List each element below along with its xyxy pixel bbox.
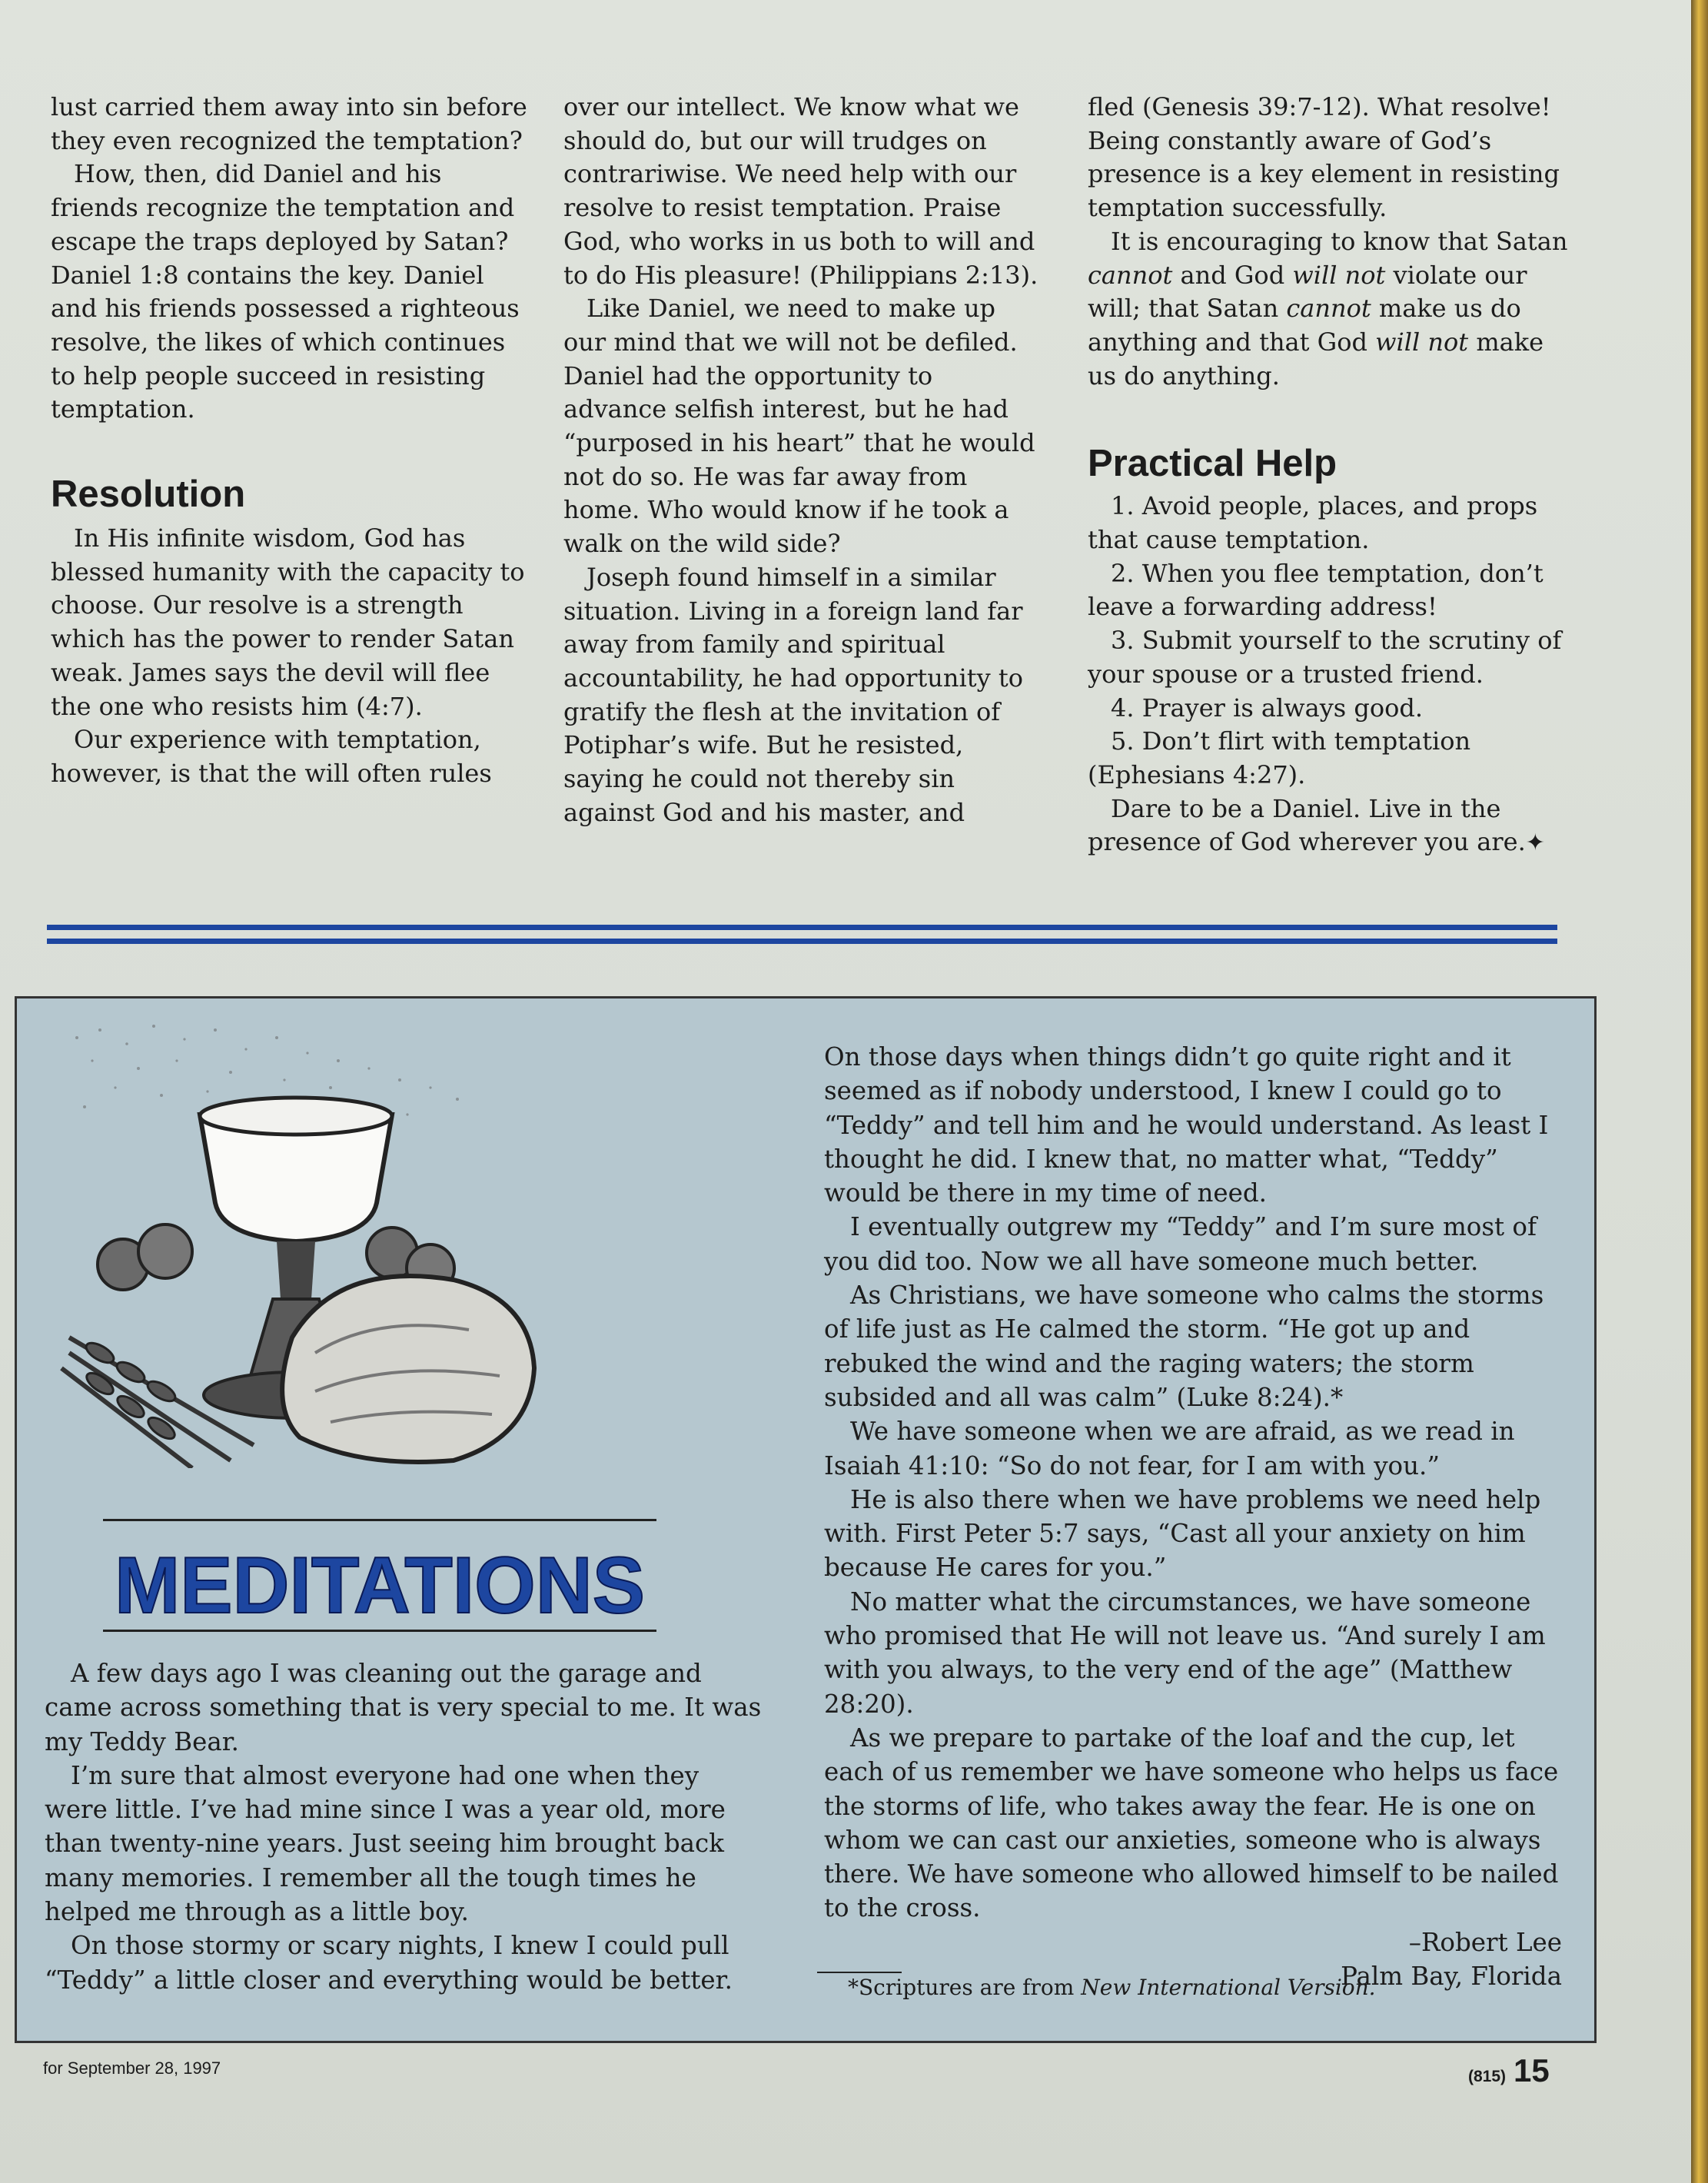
paragraph: Like Daniel, we need to make up our mind that we will not be defiled. Daniel had the opportunity to advance selfish interest, but he had “purposed in his heart” that he would not do so. He was far away from home. Who would know if he took a walk on the wild side? xyxy=(563,294,1035,559)
footnote-rule xyxy=(817,1972,902,1973)
end-mark-icon: ✦ xyxy=(1525,829,1545,857)
emphasis: cannot xyxy=(1088,260,1173,290)
text-run: It is encouraging to know that Satan xyxy=(1111,226,1568,256)
emphasis: cannot xyxy=(1286,294,1371,324)
issue-date: for September 28, 1997 xyxy=(43,2058,221,2078)
text-run: and God xyxy=(1172,260,1293,290)
section-heading-resolution: Resolution xyxy=(51,473,246,516)
list-item: 2. When you flee temptation, don’t leave a forwarding address! xyxy=(1088,558,1544,622)
paragraph: I’m sure that almost everyone had one when they were little. I’ve had mine since I was a year old, more than twenty-nine years. Just seeing him brought back many memories. I remember all the tough times he helped me through as a little boy. xyxy=(45,1760,726,1927)
text-run: Dare to be a Daniel. Live in the presence of God wherever you are. xyxy=(1088,793,1526,857)
text-run: *Scriptures are from xyxy=(848,1975,1082,2000)
divider-rule xyxy=(47,925,1557,930)
paragraph: He is also there when we have problems we need help with. First Peter 5:7 says, “Cast all your anxiety on him because He cares for you.” xyxy=(824,1484,1541,1583)
paragraph xyxy=(1088,792,1580,860)
paragraph: over our intellect. We know what we should do, but our will trudges on contrariwise. We need help with our resolve to resist temptation. Praise God, who works in us both to will and to do His pleasure! (Philippians 2:13). xyxy=(563,92,1038,290)
meditations-left-column xyxy=(45,1656,767,1997)
page-number-block xyxy=(1468,2052,1550,2089)
page-code: (815) xyxy=(1468,2068,1507,2085)
meditations-right-column xyxy=(824,1040,1562,1993)
paragraph: We have someone when we are afraid, as we read in Isaiah 41:10: “So do not fear, for I am with you.” xyxy=(824,1417,1515,1480)
section-heading-practical-help: Practical Help xyxy=(1088,443,1337,485)
meditations-logo-text: MEDITATIONS xyxy=(115,1541,645,1630)
article-column-1 xyxy=(51,91,527,791)
paragraph: As Christians, we have someone who calms the storms of life just as He calmed the storm. “He got up and rebuked the wind and the raging waters; the storm subsided and all was calm” (Luke 8:24).* xyxy=(824,1281,1544,1412)
paragraph: No matter what the circumstances, we have someone who promised that He will not leave us. “And surely I am with you always, to the very end of the age” (Matthew 28:20). xyxy=(824,1587,1546,1719)
paragraph: A few days ago I was cleaning out the garage and came across something that is very special to me. It was my Teddy Bear. xyxy=(45,1659,762,1756)
list-item: 1. Avoid people, places, and props that cause temptation. xyxy=(1088,491,1538,555)
paragraph: How, then, did Daniel and his friends recognize the temptation and escape the traps deployed by Satan? Daniel 1:8 contains the key. Daniel and his friends possessed a righteous resolve, the likes of which continues to help people succeed in resisting temptation. xyxy=(51,159,520,424)
paragraph: Joseph found himself in a similar situation. Living in a foreign land far away from family and spiritual accountability, he had opportunity to gratify the flesh at the invitation of Potiphar’s wife. But he resisted, saying he could not thereby sin against God and his master, and xyxy=(563,562,1023,827)
article-column-2 xyxy=(563,91,1040,829)
paragraph: I eventually outgrew my “Teddy” and I’m sure most of you did too. Now we all have someone much better. xyxy=(824,1212,1537,1276)
divider-rule xyxy=(47,939,1557,944)
emphasis: will not xyxy=(1292,260,1386,290)
binding-spine xyxy=(1691,0,1708,2183)
paragraph: As we prepare to partake of the loaf and the cup, let each of us remember we have someone who helps us face the storms of life, who takes away the fear. He is one on whom we can cast our anxieties, someone who is always there. We have someone who allowed himself to be nailed to the cross. xyxy=(824,1723,1559,1923)
list-item: 5. Don’t flirt with temptation (Ephesians 4:27). xyxy=(1088,726,1471,789)
paragraph: In His infinite wisdom, God has blessed humanity with the capacity to choose. Our resolve is a strength which has the power to render Satan weak. James says the devil will flee the one who resists him (4:7). xyxy=(51,523,525,721)
article-column-3 xyxy=(1088,91,1580,860)
emphasis: New International Version. xyxy=(1081,1975,1376,2000)
author-signature: –Robert Lee xyxy=(1408,1927,1562,1957)
paragraph: lust carried them away into sin before they even recognized the temptation? xyxy=(51,92,527,155)
paragraph: Our experience with temptation, however, is that the will often rules xyxy=(51,725,492,788)
paragraph: On those stormy or scary nights, I knew I could pull “Teddy” a little closer and everything would be better. xyxy=(45,1931,733,1995)
text-run: make us do anything. xyxy=(1088,327,1544,390)
chalice-and-bread-icon xyxy=(54,1007,553,1468)
text-run: violate our will; that Satan xyxy=(1088,260,1527,324)
list-item: 4. Prayer is always good. xyxy=(1111,693,1424,723)
paragraph: On those days when things didn’t go quite right and it seemed as if nobody understood, I knew I could go to “Teddy” and tell him and he would understand. As least I thought he did. I knew that, no matter what, “Teddy” would be there in my time of need. xyxy=(824,1042,1549,1208)
author-location: Palm Bay, Florida xyxy=(1341,1962,1562,1992)
footnote xyxy=(848,1974,1376,2002)
meditations-logo xyxy=(103,1514,656,1641)
paragraph xyxy=(1088,225,1580,394)
text-run: make us do anything and that God xyxy=(1088,294,1521,357)
paragraph: fled (Genesis 39:7-12). What resolve! Being constantly aware of God’s presence is a key element in resisting temptation successfully. xyxy=(1088,92,1560,223)
emphasis: will not xyxy=(1375,327,1469,357)
list-item: 3. Submit yourself to the scrutiny of your spouse or a trusted friend. xyxy=(1088,626,1562,689)
page-number: 15 xyxy=(1514,2052,1550,2088)
